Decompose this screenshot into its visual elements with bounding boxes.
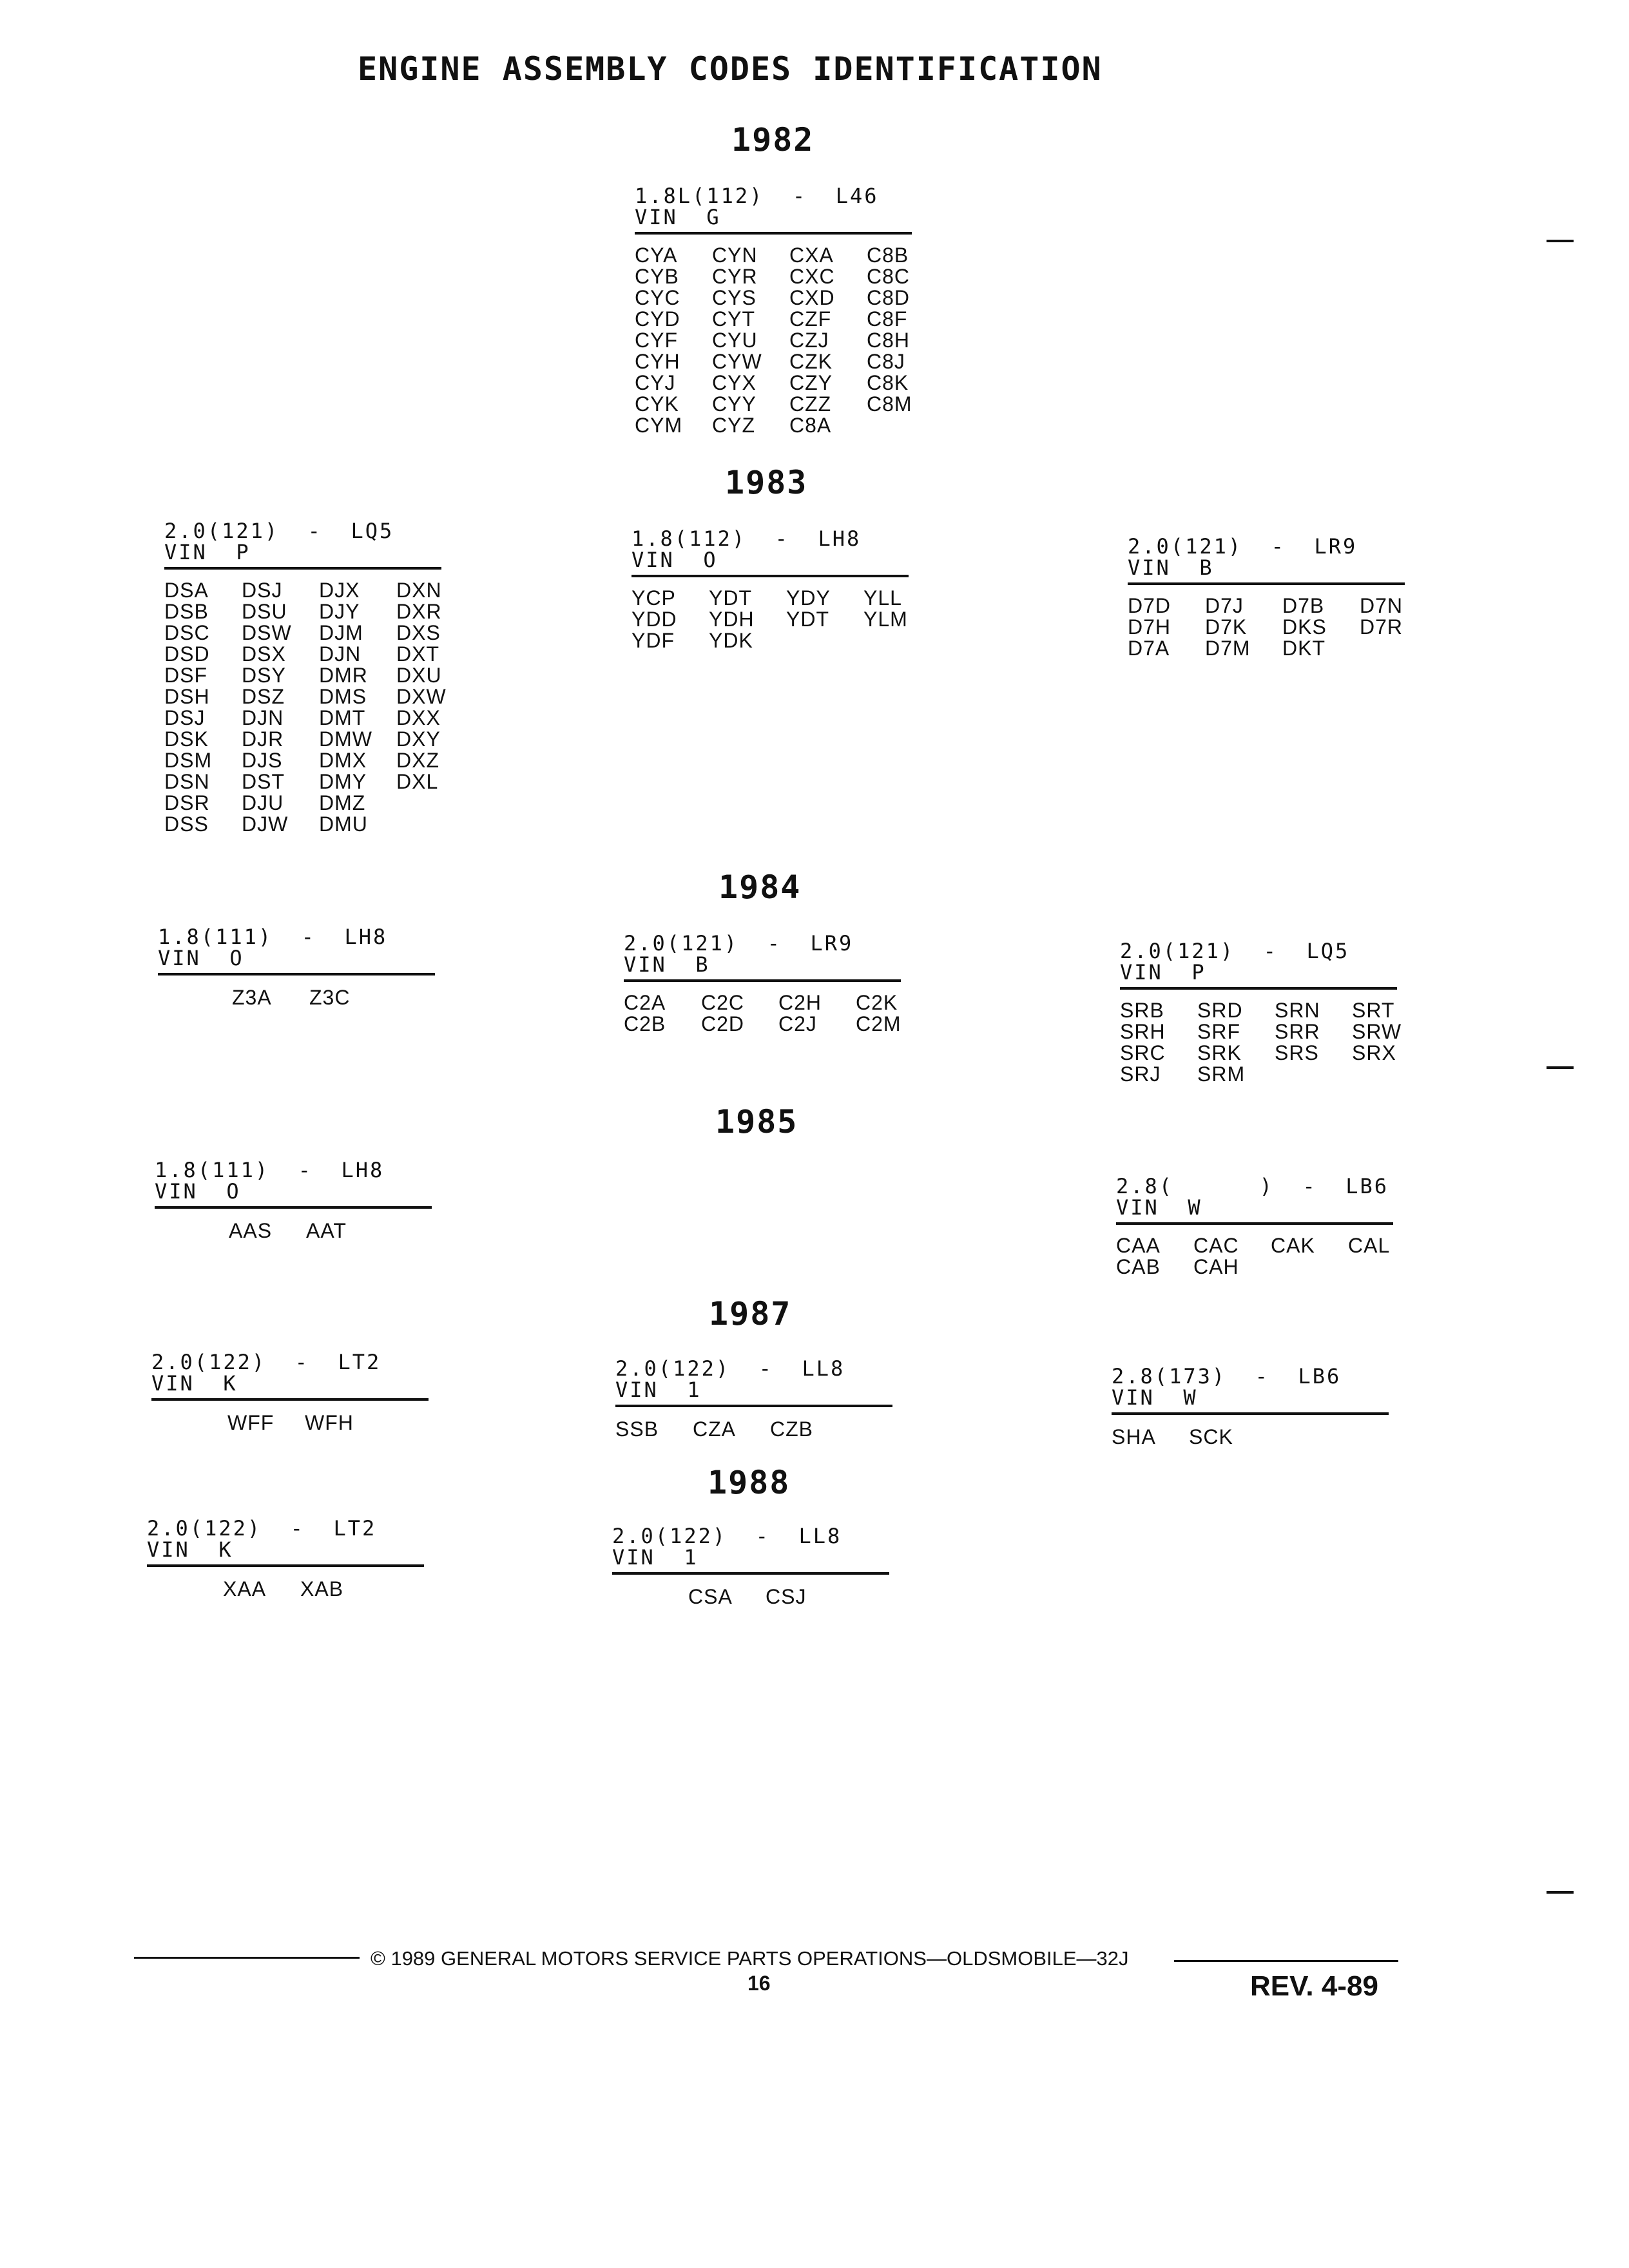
engine-code: CZZ	[789, 392, 832, 416]
engine-code: DXR	[396, 600, 442, 623]
divider	[155, 1206, 432, 1209]
engine-code: SRJ	[1120, 1062, 1161, 1086]
engine-spec: 2.0(122) - LL8	[615, 1356, 845, 1381]
engine-code: DXY	[396, 727, 441, 751]
engine-code: DKT	[1282, 637, 1325, 660]
divider	[147, 1564, 424, 1567]
revision-date: REV. 4-89	[1250, 1970, 1378, 2002]
engine-code: DJR	[242, 727, 284, 751]
engine-code: D7N	[1360, 594, 1403, 617]
engine-code: DSF	[164, 664, 207, 687]
engine-spec: 2.0(122) - LT2	[151, 1350, 381, 1374]
engine-code: C2K	[856, 991, 898, 1014]
engine-code: DST	[242, 770, 285, 793]
engine-code: DXS	[396, 621, 441, 644]
vin-code: VIN O	[158, 946, 244, 970]
engine-code: C8F	[867, 307, 908, 331]
engine-code: CZB	[770, 1418, 813, 1441]
vin-code: VIN W	[1116, 1195, 1202, 1220]
engine-block-1987-ll8	[615, 1358, 892, 1440]
engine-code: D7A	[1128, 637, 1170, 660]
engine-block-1984-lq5	[1120, 939, 1402, 1086]
engine-code: YLL	[863, 586, 902, 610]
edge-mark	[1547, 1066, 1574, 1069]
year-heading-1985: 1985	[715, 1103, 798, 1140]
engine-code: C8A	[789, 414, 832, 437]
engine-code: DSS	[164, 812, 209, 836]
engine-code: C2D	[701, 1012, 745, 1035]
engine-code: DSU	[242, 600, 287, 623]
engine-spec: 1.8(111) - LH8	[158, 925, 388, 949]
engine-code: DMR	[319, 664, 368, 687]
engine-code: YDF	[631, 629, 675, 652]
edge-mark	[1547, 1891, 1574, 1894]
engine-code: CSA	[688, 1585, 733, 1608]
divider	[635, 232, 912, 235]
engine-code: C8K	[867, 371, 909, 394]
engine-spec: 2.0(121) - LQ5	[164, 519, 394, 543]
footer-rule-right	[1174, 1960, 1398, 1962]
page-number: 16	[747, 1972, 771, 1995]
engine-spec: 2.0(121) - LR9	[624, 931, 854, 956]
engine-code: DJN	[319, 642, 361, 666]
engine-code: CYB	[635, 265, 679, 288]
engine-code: WFH	[305, 1411, 354, 1434]
engine-code: DMS	[319, 685, 367, 708]
edge-mark	[1547, 240, 1574, 242]
engine-code: CAA	[1116, 1234, 1161, 1257]
vin-code: VIN O	[155, 1179, 241, 1204]
engine-code: SRT	[1352, 999, 1395, 1022]
engine-code: C2J	[778, 1012, 817, 1035]
engine-code: CYN	[712, 244, 758, 267]
engine-spec: 2.0(121) - LQ5	[1120, 939, 1350, 963]
engine-code: SCK	[1189, 1425, 1233, 1448]
engine-code: Z3A	[232, 986, 272, 1009]
engine-code: SRR	[1275, 1020, 1320, 1043]
engine-code: CAB	[1116, 1255, 1161, 1278]
engine-block-1983-lq5	[164, 519, 447, 836]
engine-code: YCP	[631, 586, 676, 610]
footer-rule-left	[134, 1957, 360, 1959]
engine-code: D7D	[1128, 594, 1171, 617]
engine-code: CYS	[712, 286, 757, 309]
engine-code: CAC	[1193, 1234, 1239, 1257]
engine-code: CXD	[789, 286, 835, 309]
page-title: ENGINE ASSEMBLY CODES IDENTIFICATION	[358, 50, 1103, 88]
year-heading-1982: 1982	[731, 121, 815, 159]
engine-code: DMZ	[319, 791, 366, 814]
vin-code: VIN P	[164, 540, 251, 564]
engine-code: DXN	[396, 579, 442, 602]
divider	[158, 973, 435, 975]
divider	[151, 1398, 429, 1401]
engine-block-1982	[635, 186, 912, 436]
vin-code: VIN P	[1120, 960, 1206, 985]
engine-code: XAA	[223, 1577, 267, 1600]
engine-code: C8C	[867, 265, 911, 288]
engine-block-1987-lt2	[151, 1352, 429, 1434]
engine-code: DSK	[164, 727, 209, 751]
divider	[1112, 1412, 1389, 1415]
year-heading-1983: 1983	[725, 464, 808, 501]
vin-code: VIN K	[151, 1371, 238, 1396]
engine-spec: 2.0(122) - LT2	[147, 1516, 377, 1541]
engine-code: D7M	[1205, 637, 1251, 660]
engine-code: DMY	[319, 770, 367, 793]
engine-block-1988-lt2	[147, 1518, 424, 1600]
engine-code: C2A	[624, 991, 666, 1014]
divider	[164, 567, 441, 570]
engine-code: SSB	[615, 1418, 659, 1441]
year-heading-1987: 1987	[709, 1295, 792, 1332]
engine-code: CYD	[635, 307, 680, 331]
engine-code: CZY	[789, 371, 833, 394]
engine-code: CYW	[712, 350, 762, 373]
engine-spec: 2.0(121) - LR9	[1128, 534, 1358, 559]
vin-code: VIN O	[631, 548, 718, 572]
engine-code: CXC	[789, 265, 835, 288]
engine-code: DSA	[164, 579, 209, 602]
engine-code: CAH	[1193, 1255, 1239, 1278]
engine-code: DXX	[396, 706, 441, 729]
engine-block-1987-lb6	[1112, 1366, 1389, 1448]
engine-code: SHA	[1112, 1425, 1156, 1448]
engine-code: YDT	[709, 586, 752, 610]
year-heading-1984: 1984	[718, 869, 802, 906]
engine-code: CYY	[712, 392, 757, 416]
vin-code: VIN 1	[612, 1545, 699, 1570]
vin-code: VIN G	[635, 205, 721, 229]
engine-code: CYU	[712, 329, 758, 352]
engine-code: CYX	[712, 371, 757, 394]
vin-code: VIN B	[1128, 555, 1214, 580]
divider	[631, 575, 909, 577]
engine-block-1988-ll8	[612, 1526, 889, 1608]
engine-code: DJW	[242, 812, 289, 836]
engine-code: SRC	[1120, 1041, 1166, 1064]
engine-code: DSJ	[164, 706, 206, 729]
engine-code: D7H	[1128, 615, 1171, 639]
engine-code: DSM	[164, 749, 213, 772]
engine-code: SRD	[1197, 999, 1243, 1022]
divider	[624, 979, 901, 982]
engine-code: YDT	[786, 608, 829, 631]
engine-code: D7J	[1205, 594, 1244, 617]
engine-code: CYM	[635, 414, 683, 437]
engine-code: DSB	[164, 600, 209, 623]
engine-code: CZK	[789, 350, 833, 373]
engine-code: CYJ	[635, 371, 676, 394]
year-heading-1988: 1988	[708, 1464, 791, 1501]
engine-code: Z3C	[309, 986, 351, 1009]
vin-code: VIN W	[1112, 1385, 1198, 1410]
engine-code: C8H	[867, 329, 911, 352]
engine-code: CYC	[635, 286, 680, 309]
engine-code: DSY	[242, 664, 286, 687]
engine-block-1985-lh8	[155, 1160, 432, 1242]
engine-code: DJN	[242, 706, 284, 729]
engine-spec: 2.8( ) - LB6	[1116, 1174, 1389, 1198]
engine-code: DXZ	[396, 749, 439, 772]
engine-code: DKS	[1282, 615, 1327, 639]
engine-code: YLM	[863, 608, 908, 631]
engine-code: DMT	[319, 706, 366, 729]
engine-code: DSD	[164, 642, 210, 666]
engine-code: YDY	[786, 586, 831, 610]
engine-code: DJM	[319, 621, 363, 644]
engine-code: DSC	[164, 621, 210, 644]
divider	[612, 1572, 889, 1575]
engine-code: SRW	[1352, 1020, 1402, 1043]
engine-code: CYF	[635, 329, 678, 352]
engine-code: C2M	[856, 1012, 901, 1035]
engine-code: DSX	[242, 642, 286, 666]
engine-code: DMX	[319, 749, 367, 772]
engine-code: C8D	[867, 286, 911, 309]
engine-code: SRF	[1197, 1020, 1240, 1043]
divider	[615, 1405, 892, 1407]
engine-code: DJS	[242, 749, 283, 772]
engine-code: DXW	[396, 685, 447, 708]
engine-code: SRX	[1352, 1041, 1396, 1064]
engine-code: DSH	[164, 685, 210, 708]
engine-code: YDH	[709, 608, 755, 631]
engine-code: CXA	[789, 244, 834, 267]
engine-code: CYH	[635, 350, 680, 373]
engine-spec: 1.8(111) - LH8	[155, 1158, 385, 1182]
engine-code: C2H	[778, 991, 822, 1014]
engine-code: DJX	[319, 579, 360, 602]
divider	[1120, 987, 1397, 990]
engine-code: CZA	[693, 1418, 736, 1441]
engine-code: CAK	[1271, 1234, 1315, 1257]
engine-code: SRB	[1120, 999, 1164, 1022]
engine-code: CYA	[635, 244, 678, 267]
vin-code: VIN B	[624, 952, 710, 977]
engine-code: SRN	[1275, 999, 1320, 1022]
footer-copyright: © 1989 GENERAL MOTORS SERVICE PARTS OPERATIONS—OLDSMOBILE—32J	[371, 1947, 1129, 1970]
engine-code: CYK	[635, 392, 679, 416]
engine-code: D7B	[1282, 594, 1325, 617]
engine-code: CZJ	[789, 329, 829, 352]
engine-code: AAT	[306, 1219, 347, 1242]
engine-code: SRS	[1275, 1041, 1319, 1064]
engine-code: SRK	[1197, 1041, 1242, 1064]
engine-code: XAB	[300, 1577, 344, 1600]
engine-block-1984-lr9	[624, 933, 901, 1035]
divider	[1128, 582, 1405, 585]
engine-block-1985-lb6	[1116, 1176, 1393, 1278]
engine-code: DXU	[396, 664, 442, 687]
engine-spec: 2.0(122) - LL8	[612, 1524, 842, 1548]
engine-code: D7R	[1360, 615, 1403, 639]
engine-code: CSJ	[766, 1585, 807, 1608]
engine-code: C2B	[624, 1012, 666, 1035]
engine-block-1984-lh8	[158, 927, 435, 1008]
engine-code: DMU	[319, 812, 368, 836]
engine-code: SRM	[1197, 1062, 1246, 1086]
engine-code: C8B	[867, 244, 909, 267]
engine-code: DSZ	[242, 685, 285, 708]
engine-code: WFF	[227, 1411, 275, 1434]
vin-code: VIN 1	[615, 1378, 702, 1402]
engine-code: C2C	[701, 991, 745, 1014]
engine-spec: 1.8L(112) - L46	[635, 184, 879, 208]
engine-code: DJY	[319, 600, 360, 623]
engine-code: CAL	[1348, 1234, 1391, 1257]
engine-code: D7K	[1205, 615, 1248, 639]
engine-code: DMW	[319, 727, 372, 751]
vin-code: VIN K	[147, 1537, 233, 1562]
engine-spec: 1.8(112) - LH8	[631, 526, 862, 551]
engine-code: YDD	[631, 608, 677, 631]
engine-code: CYT	[712, 307, 755, 331]
divider	[1116, 1222, 1393, 1225]
engine-code: DJU	[242, 791, 284, 814]
engine-code: CZF	[789, 307, 832, 331]
engine-code: DSW	[242, 621, 292, 644]
engine-code: CYR	[712, 265, 758, 288]
engine-code: SRH	[1120, 1020, 1166, 1043]
engine-code: YDK	[709, 629, 753, 652]
engine-code: DXT	[396, 642, 439, 666]
engine-code: C8M	[867, 392, 912, 416]
engine-spec: 2.8(173) - LB6	[1112, 1364, 1342, 1389]
engine-code: DSJ	[242, 579, 283, 602]
engine-block-1983-lh8	[631, 528, 909, 651]
engine-code: CYZ	[712, 414, 755, 437]
engine-code: C8J	[867, 350, 905, 373]
engine-code: DSN	[164, 770, 210, 793]
engine-code: DSR	[164, 791, 210, 814]
engine-code: DXL	[396, 770, 439, 793]
engine-code: AAS	[229, 1219, 273, 1242]
engine-block-1983-lr9	[1128, 536, 1405, 659]
